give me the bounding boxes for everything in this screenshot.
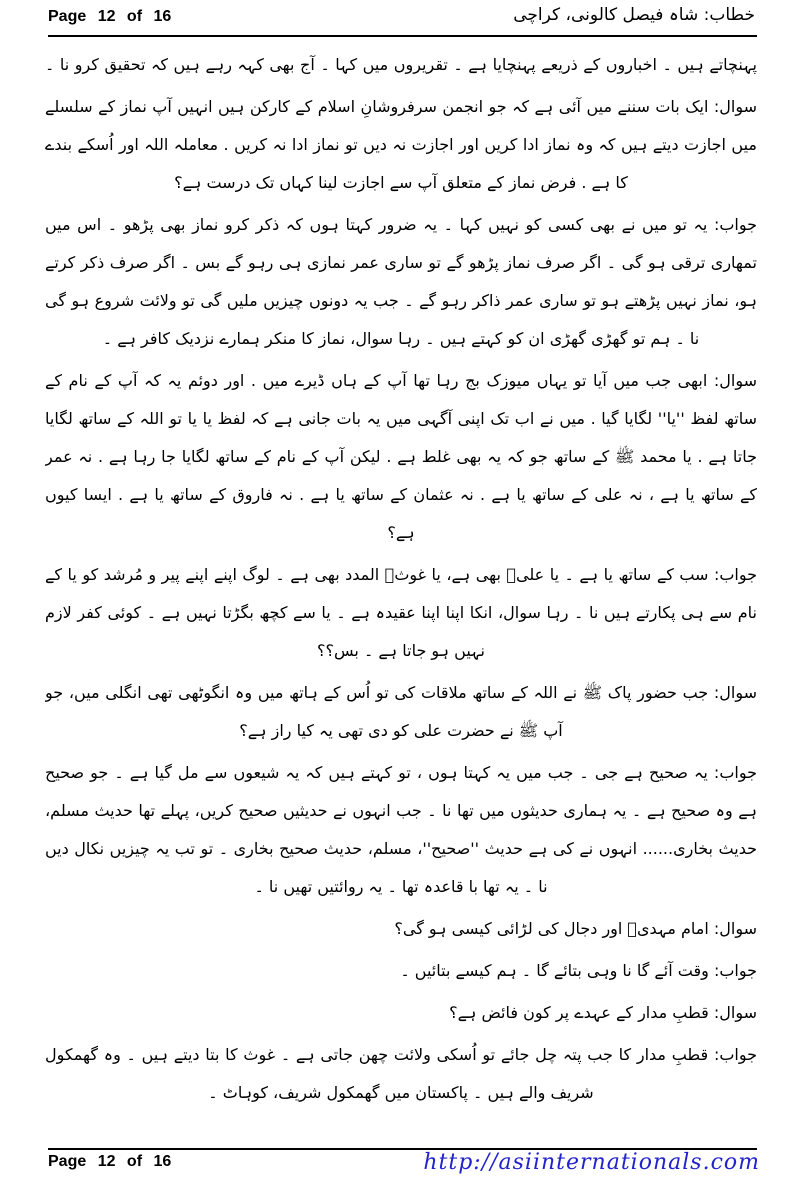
question-4-paragraph: سوال: امام مہدیؑ اور دجال کی لڑائی کیسی ہو گی؟ [394,919,757,938]
footer-website-link[interactable]: http://asiinternationals.com [423,1150,760,1175]
answer-2-paragraph: جواب: سب کے ساتھ یا ہے ۔ یا علیؑ بھی ہے، یا غوثؑ المدد بھی ہے ۔ لوگ اپنے اپنے پیر و مُرشد کو یا کے نام سے ہی پکارتے ہیں نا ۔ رہا سوال، انکا اپنا اپنا عقیدہ ہے ۔ یا سے کچھ بگڑتا نہیں ہے ۔ کوئی کفر لازم نہیں ہو جاتا ہے ۔ بس؟؟ [45,565,757,660]
document-body [45,46,757,1144]
question-2-paragraph: سوال: ابھی جب میں آیا تو یہاں میوزک بج رہا تھا آپ کے ہاں ڈیرے میں . اور دوئم یہ کہ آپ کے نام کے ساتھ لفظ ''یا'' لگایا گیا . میں نے اب تک اپنی آگہی میں یہ بات جانی ہے کہ لفظ یا یا تو اللہ کے ساتھ لگایا جاتا ہے . یا محمد ﷺ کے ساتھ جو کہ یہ بھی غلط ہے . لیکن آپ کے نام کے ساتھ لگایا جا رہا ہے . نہ عمر کے ساتھ یا ہے ، نہ علی کے ساتھ یا ہے . نہ عثمان کے ساتھ یا ہے . نہ فاروق کے ساتھ یا ہے . ایسا کیوں ہے؟ [45,371,757,542]
header-page-number: Page 12 of 16 [48,8,172,25]
answer-1-paragraph: جواب: یہ تو میں نے بھی کسی کو نہیں کہا ۔ یہ ضرور کہتا ہوں کہ ذکر کرو نماز بھی پڑھو ۔ اس میں تمھاری ترقی ہو گی ۔ اگر صرف نماز پڑھو گے تو ساری عمر نمازی ہی رہو گے بس ۔ اگر صرف ذکر کرتے ہو، نماز نہیں پڑھتے ہو تو ساری عمر ذاکر رہو گے ۔ جب یہ دونوں چیزیں ملیں گی تو ولائت شروع ہو گی نا ۔ ہم تو گھڑی گھڑی ان کو کہتے ہیں ۔ رہا سوال، نماز کا منکر ہمارے نزدیک کافر ہے ۔ [45,215,757,348]
question-5-paragraph: سوال: قطبِ مدار کے عہدے پر کون فائض ہے؟ [449,1003,757,1022]
footer-page-number: Page 12 of 16 [48,1153,172,1170]
header-title-urdu: خطاب: شاہ فیصل کالونی، کراچی [513,5,755,25]
header-rule [48,35,757,37]
answer-4-paragraph: جواب: وقت آئے گا نا وہی بتائے گا ۔ ہم کیسے بتائیں ۔ [400,961,757,980]
answer-5-paragraph: جواب: قطبِ مدار کا جب پتہ چل جائے تو اُسکی ولائت چھن جاتی ہے ۔ غوث کا بتا دیتے ہیں ۔ وہ گھمکول شریف والے ہیں ۔ پاکستان میں گھمکول شریف، کوہاٹ ۔ [45,1045,757,1102]
question-3-paragraph: سوال: جب حضور پاک ﷺ نے اللہ کے ساتھ ملاقات کی تو اُس کے ہاتھ میں وہ انگوٹھی تھی انگلی میں، جو آپ ﷺ نے حضرت علی کو دی تھی یہ کیا راز ہے؟ [45,683,757,740]
continuation-paragraph: پہنچاتے ہیں ۔ اخباروں کے ذریعے پہنچایا ہے ۔ تقریروں میں کہا ۔ آج بھی کہہ رہے ہیں کہ تحقیق کرو نا ۔ [45,55,757,74]
answer-3-paragraph: جواب: یہ صحیح ہے جی ۔ جب میں یہ کہتا ہوں ، تو کہتے ہیں کہ یہ شیعوں سے مل گیا ہے ۔ جو صحیح ہے وہ صحیح ہے ۔ یہ ہماری حدیثوں میں تھا نا ۔ جب انہوں نے حدیثیں صحیح کریں، پہلے تھا حدیث مسلم، حدیث بخاری...... انہوں نے کی ہے حدیث ''صحیح''، مسلم، حدیث صحیح بخاری ۔ تو تب یہ چیزیں نکال دیں نا ۔ یہ تھا با قاعدہ تھا ۔ یہ روائتیں تھیں نا ۔ [45,763,757,896]
question-1-paragraph: سوال: ایک بات سننے میں آئی ہے کہ جو انجمن سرفروشانِ اسلام کے کارکن ہیں انہیں آپ نماز کے سلسلے میں اجازت دیتے ہیں کہ وہ نماز ادا کریں اور اجازت نہ دیں تو نماز ادا نہ کریں . معاملہ اللہ اور اُسکے بندے کا ہے . فرض نماز کے متعلق آپ سے اجازت لینا کہاں تک درست ہے؟ [45,97,757,192]
